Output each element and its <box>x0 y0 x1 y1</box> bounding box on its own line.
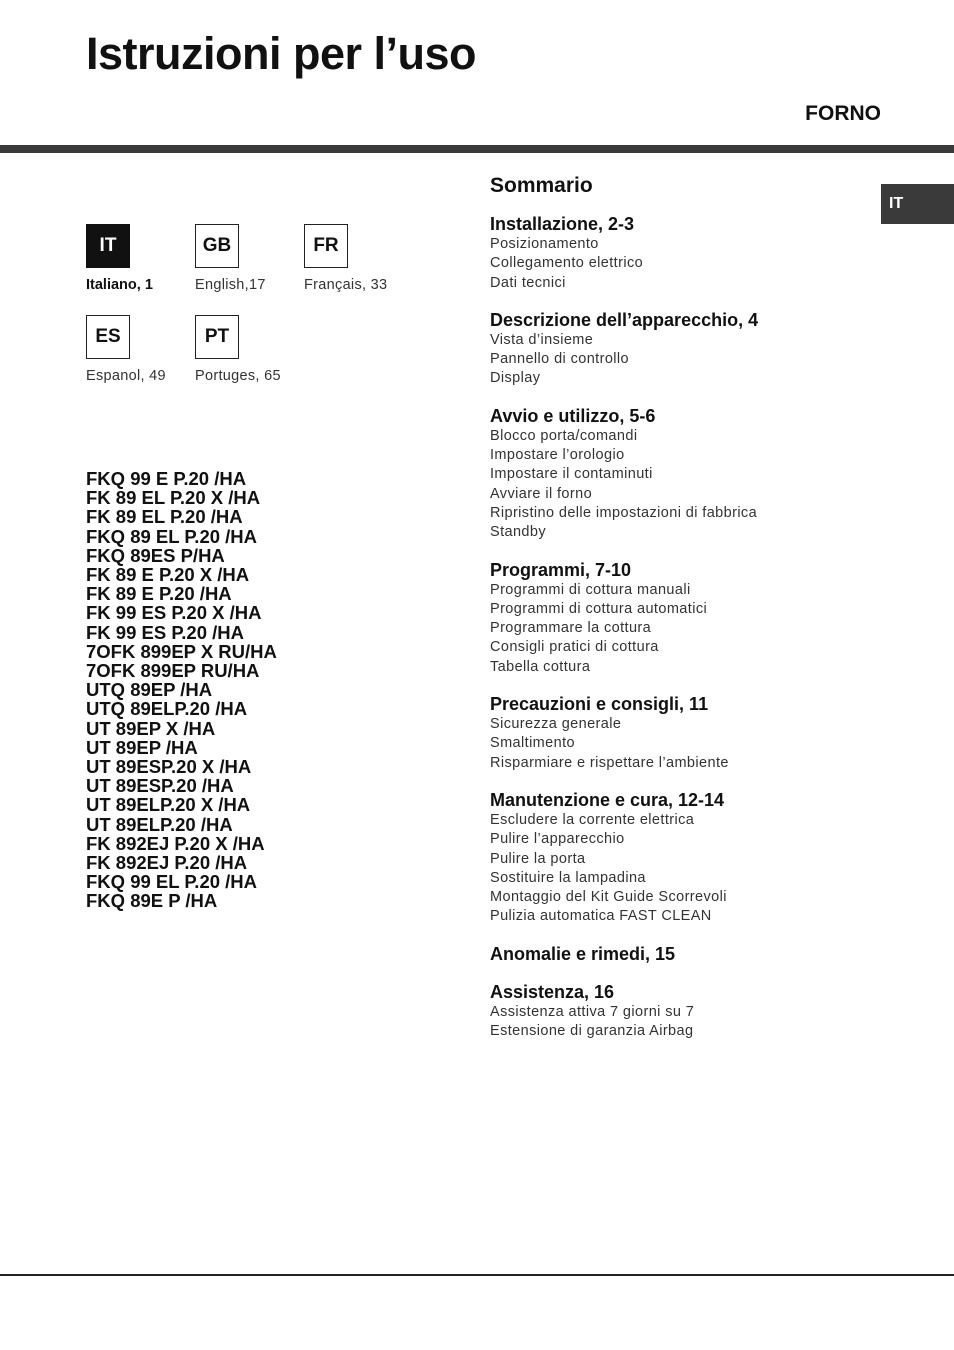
language-option-fr[interactable] <box>304 224 414 293</box>
toc-item[interactable]: Pulire la porta <box>490 850 586 867</box>
page-title: Istruzioni per l’uso <box>86 28 477 79</box>
model-item: FKQ 89ES P/HA <box>86 544 225 566</box>
toc-section-heading[interactable]: Installazione, 2-3 <box>490 214 635 234</box>
product-category: FORNO <box>805 102 881 125</box>
model-item: FK 89 E P.20 X /HA <box>86 564 250 586</box>
language-code-box: IT <box>86 224 130 268</box>
toc-item[interactable]: Vista d’insieme <box>490 331 594 348</box>
language-label: Portuges, 65 <box>195 368 281 384</box>
toc-section-installazione <box>490 213 860 293</box>
language-label: Espanol, 49 <box>86 368 166 384</box>
model-item: FK 892EJ P.20 /HA <box>86 852 248 874</box>
toc-item[interactable]: Avviare il forno <box>490 485 593 502</box>
toc-item[interactable]: Sostituire la lampadina <box>490 869 646 886</box>
model-item: FKQ 99 EL P.20 /HA <box>86 871 258 893</box>
language-label: English,17 <box>195 277 266 293</box>
model-item: FK 99 ES P.20 /HA <box>86 621 245 643</box>
model-item: UT 89EP /HA <box>86 736 198 758</box>
language-code-box: FR <box>304 224 348 268</box>
language-code-box: GB <box>195 224 239 268</box>
toc-item[interactable]: Collegamento elettrico <box>490 255 644 272</box>
model-item: FK 892EJ P.20 X /HA <box>86 832 265 854</box>
model-item: FK 89 EL P.20 X /HA <box>86 487 261 509</box>
toc-item[interactable]: Montaggio del Kit Guide Scorrevoli <box>490 889 727 906</box>
toc-item[interactable]: Display <box>490 370 541 387</box>
language-option-gb[interactable] <box>195 224 305 293</box>
model-item: UT 89ESP.20 X /HA <box>86 756 252 778</box>
toc-item[interactable]: Risparmiare e rispettare l’ambiente <box>490 754 729 771</box>
model-item: FKQ 89E P /HA <box>86 890 218 912</box>
model-item: FKQ 99 E P.20 /HA <box>86 468 247 489</box>
model-item: UTQ 89EP /HA <box>86 679 213 701</box>
toc-item[interactable]: Posizionamento <box>490 236 599 252</box>
model-item: UT 89ELP.20 X /HA <box>86 794 251 816</box>
toc-item[interactable]: Sicurezza generale <box>490 716 622 733</box>
table-of-contents <box>490 174 860 1057</box>
toc-section-heading[interactable]: Avvio e utilizzo, 5-6 <box>490 405 656 426</box>
model-item: FK 89 E P.20 /HA <box>86 583 232 605</box>
toc-item[interactable]: Escludere la corrente elettrica <box>490 811 695 828</box>
toc-section-anomalie <box>490 943 860 965</box>
toc-item[interactable]: Pannello di controllo <box>490 351 629 368</box>
language-label: Français, 33 <box>304 277 388 293</box>
toc-item[interactable]: Assistenza attiva 7 giorni su 7 <box>490 1003 695 1020</box>
language-code-box: PT <box>195 315 239 359</box>
model-item: FKQ 89 EL P.20 /HA <box>86 525 258 547</box>
toc-section-precauzioni <box>490 693 860 773</box>
toc-section-heading[interactable]: Manutenzione e cura, 12-14 <box>490 789 725 810</box>
toc-item[interactable]: Blocco porta/comandi <box>490 427 638 444</box>
toc-item[interactable]: Consigli pratici di cottura <box>490 639 659 656</box>
toc-item[interactable]: Dati tecnici <box>490 274 566 291</box>
toc-section-programmi <box>490 559 860 677</box>
toc-item[interactable]: Programmare la cottura <box>490 620 652 637</box>
toc-item[interactable]: Ripristino delle impostazioni di fabbrica <box>490 504 758 521</box>
toc-item[interactable]: Programmi di cottura automatici <box>490 600 708 617</box>
toc-item[interactable]: Impostare l’orologio <box>490 447 625 464</box>
model-list <box>86 469 277 911</box>
model-item: FK 89 EL P.20 /HA <box>86 506 243 528</box>
toc-section-heading[interactable]: Descrizione dell’apparecchio, 4 <box>490 309 759 330</box>
language-option-pt[interactable] <box>195 315 305 384</box>
footer-divider <box>0 1274 954 1276</box>
toc-section-heading[interactable]: Assistenza, 16 <box>490 981 615 1002</box>
language-option-es[interactable] <box>86 315 196 384</box>
toc-section-avvio <box>490 405 860 543</box>
model-item: UT 89ELP.20 /HA <box>86 813 233 835</box>
toc-item[interactable]: Smaltimento <box>490 735 575 752</box>
toc-item[interactable]: Programmi di cottura manuali <box>490 581 691 598</box>
toc-item[interactable]: Pulizia automatica FAST CLEAN <box>490 908 712 925</box>
toc-section-heading[interactable]: Programmi, 7-10 <box>490 559 632 580</box>
model-item: UT 89ESP.20 /HA <box>86 775 234 797</box>
toc-item[interactable]: Impostare il contaminuti <box>490 466 653 483</box>
model-item: FK 99 ES P.20 X /HA <box>86 602 262 624</box>
toc-section-heading[interactable]: Anomalie e rimedi, 15 <box>490 943 676 964</box>
toc-title: Sommario <box>490 174 593 197</box>
header-divider <box>0 145 954 153</box>
toc-item[interactable]: Standby <box>490 524 547 541</box>
toc-item[interactable]: Estensione di garanzia Airbag <box>490 1023 694 1040</box>
toc-section-assistenza <box>490 981 860 1042</box>
model-item: 7OFK 899EP RU/HA <box>86 660 260 682</box>
model-item: UTQ 89ELP.20 /HA <box>86 698 248 720</box>
language-option-it[interactable] <box>86 224 196 293</box>
language-side-tab[interactable]: IT <box>881 184 954 224</box>
language-label: Italiano, 1 <box>86 277 153 293</box>
toc-item[interactable]: Tabella cottura <box>490 658 591 675</box>
language-code-box: ES <box>86 315 130 359</box>
model-item: UT 89EP X /HA <box>86 717 216 739</box>
model-item: 7OFK 899EP X RU/HA <box>86 640 277 662</box>
toc-section-heading[interactable]: Precauzioni e consigli, 11 <box>490 694 709 715</box>
toc-section-descrizione <box>490 309 860 389</box>
toc-section-manutenzione <box>490 789 860 927</box>
toc-item[interactable]: Pulire l’apparecchio <box>490 831 625 848</box>
